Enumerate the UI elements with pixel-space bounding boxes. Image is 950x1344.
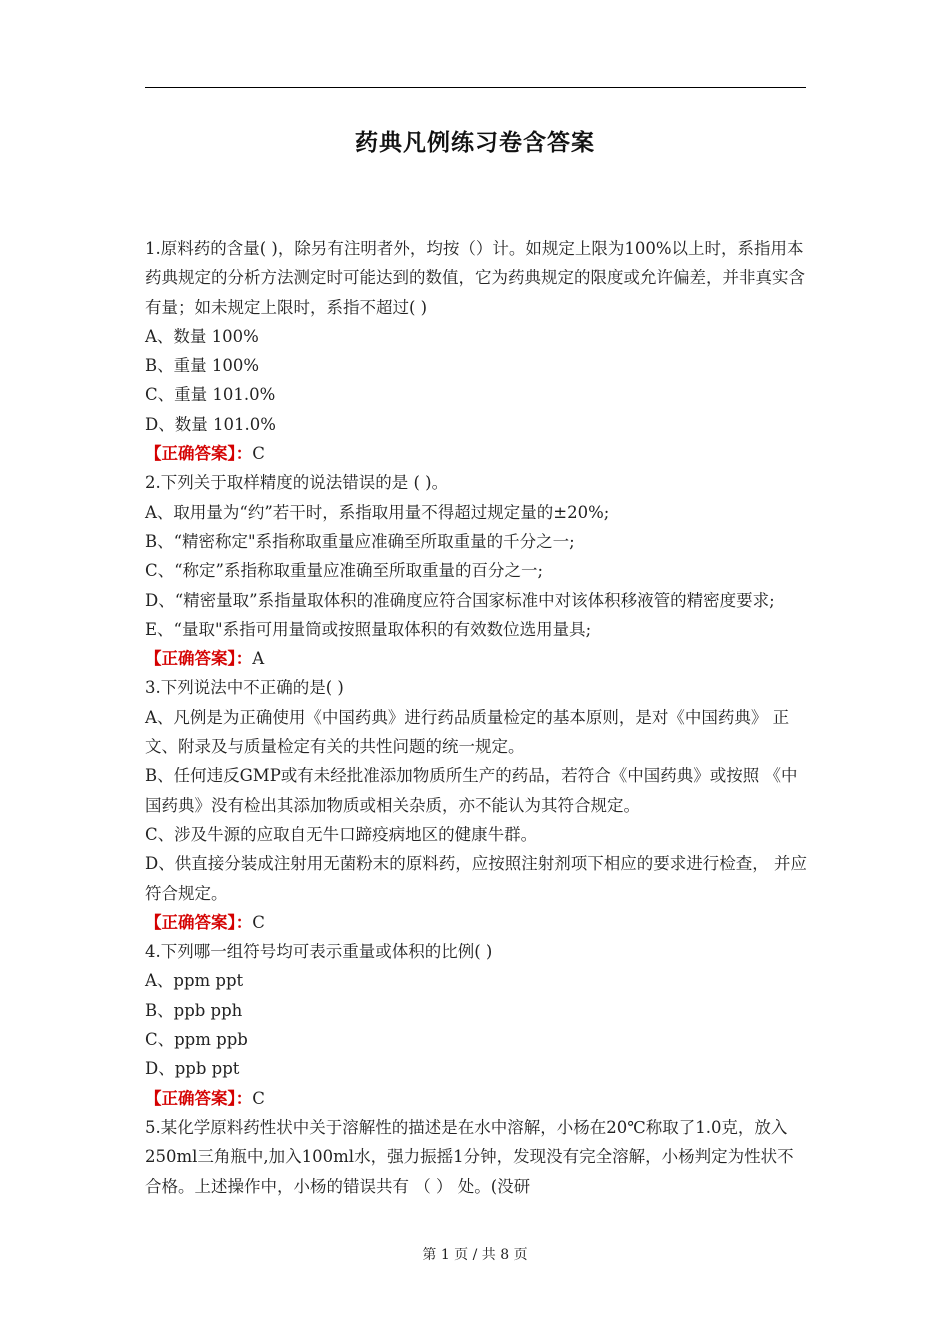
option-c: C、“称定”系指称取重量应准确至所取重量的百分之一; <box>145 561 544 581</box>
question-stem: 1.原料药的含量( )，除另有注明者外，均按（）计。如规定上限为100%以上时，系指用本药典规定的分析方法测定时可能达到的数值，它为药典规定的限度或允许偏差，并非真实含有量；如未规定上限时，系指不超过( ) <box>145 239 805 317</box>
option-c: C、ppm ppb <box>145 1030 248 1050</box>
option-b: B、重量 100% <box>145 356 260 376</box>
question-list <box>145 234 807 1201</box>
option-a: A、凡例是为正确使用《中国药典》进行药品质量检定的基本原则，是对《中国药典》 正文、附录及与质量检定有关的共性问题的统一规定。 <box>145 707 790 757</box>
answer-value: A <box>252 649 265 669</box>
option-a: A、ppm ppt <box>145 971 244 991</box>
question-5 <box>145 1113 807 1201</box>
answer-line <box>145 1084 807 1113</box>
question-stem: 3.下列说法中不正确的是( ) <box>145 678 344 698</box>
answer-value: C <box>252 912 265 932</box>
answer-value: C <box>252 444 265 464</box>
answer-line <box>145 644 807 673</box>
option-d: D、“精密量取”系指量取体积的准确度应符合国家标准中对该体积移液管的精密度要求; <box>145 590 775 610</box>
header-rule <box>145 87 806 88</box>
option-d: D、ppb ppt <box>145 1059 240 1079</box>
question-stem: 5.某化学原料药性状中关于溶解性的描述是在水中溶解，小杨在20℃称取了1.0克，放入250ml三角瓶中,加入100ml水，强力振摇1分钟，发现没有完全溶解，小杨判定为性状不合格。上述操作中，小杨的错误共有 （ ） 处。(没研 <box>145 1117 794 1196</box>
answer-line <box>145 908 807 937</box>
question-4 <box>145 937 807 1113</box>
option-b: B、ppb pph <box>145 1000 243 1020</box>
answer-label: 【正确答案】： <box>145 912 253 932</box>
option-d: D、数量 101.0% <box>145 414 276 434</box>
answer-line <box>145 439 807 468</box>
question-stem: 4.下列哪一组符号均可表示重量或体积的比例( ) <box>145 942 493 962</box>
option-c: C、涉及牛源的应取自无牛口蹄疫病地区的健康牛群。 <box>145 824 538 844</box>
question-1 <box>145 234 807 468</box>
option-b: B、任何违反GMP或有未经批准添加物质所生产的药品，若符合《中国药典》或按照 《中国药典》没有检出其添加物质或相关杂质，亦不能认为其符合规定。 <box>145 766 798 815</box>
option-d: D、供直接分装成注射用无菌粉末的原料药，应按照注射剂项下相应的要求进行检查， 并应符合规定。 <box>145 854 807 903</box>
option-a: A、取用量为“约”若干时，系指取用量不得超过规定量的±20%; <box>145 502 610 522</box>
question-stem: 2.下列关于取样精度的说法错误的是 ( )。 <box>145 473 449 493</box>
question-2 <box>145 468 807 673</box>
answer-label: 【正确答案】： <box>145 444 253 464</box>
answer-value: C <box>252 1088 265 1108</box>
question-3 <box>145 673 807 937</box>
option-b: B、“精密称定"系指称取重量应准确至所取重量的千分之一; <box>145 531 575 551</box>
option-e: E、“量取"系指可用量筒或按照量取体积的有效数位选用量具; <box>145 619 592 639</box>
answer-label: 【正确答案】： <box>145 1088 253 1108</box>
option-c: C、重量 101.0% <box>145 385 276 405</box>
option-a: A、数量 100% <box>145 326 259 346</box>
page-footer: 第 1 页 / 共 8 页 <box>422 1247 528 1263</box>
document-title: 药典凡例练习卷含答案 <box>355 129 595 156</box>
answer-label: 【正确答案】： <box>145 649 253 669</box>
